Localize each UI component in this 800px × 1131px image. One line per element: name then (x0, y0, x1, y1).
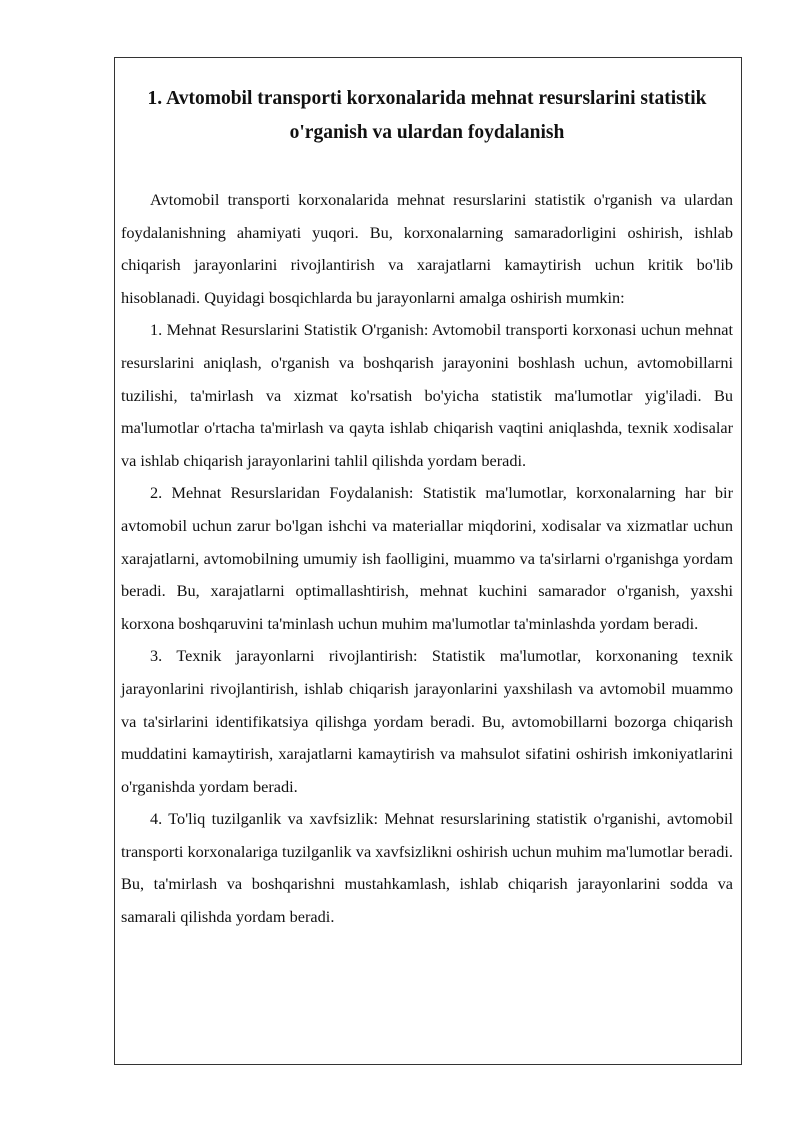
heading-number: 1. (147, 88, 163, 109)
paragraph-item-3: 3. Texnik jarayonlarni rivojlantirish: Statistik ma'lumotlar, korxonaning texnik jarayonlarini rivojlantirish, ishlab chiqarish jarayonlarini yaxshilash va avtomobil muammo va ta'sirlarini identifikatsiya qilishga yordam beradi. Bu, avtomobillarni bozorga chiqarish muddatini kamaytirish, xarajatlarni kamaytirish va mahsulot sifatini oshirish imkoniyatlarini o'rganishda yordam beradi. (121, 646, 733, 796)
paragraph-item-2: 2. Mehnat Resurslaridan Foydalanish: Statistik ma'lumotlar, korxonalarning har bir avtomobil uchun zarur bo'lgan ishchi va materiallar miqdorini, xodisalar va xizmatlar uchun xarajatlarni, avtomobilning umumiy ish faolligini, muammo va ta'sirlarni o'rganishga yordam beradi. Bu, xarajatlarni optimallashtirish, mehnat kuchini samarador o'rganish, yaxshi korxona boshqaruvini ta'minlash uchun muhim ma'lumotlar ta'minlashda yordam beradi. (121, 483, 733, 633)
heading-title: Avtomobil transporti korxonalarida mehnat resurslarini statistik o'rganish va ulardan foydalanish (166, 88, 707, 143)
intro-paragraph: Avtomobil transporti korxonalarida mehnat resurslarini statistik o'rganish va ulardan foydalanishning ahamiyati yuqori. Bu, korxonalarning samaradorligini oshirish, ishlab chiqarish jarayonlarini rivojlantirish va xarajatlarni kamaytirish uchun kritik bo'lib hisoblanadi. Quyidagi bosqichlarda bu jarayonlarni amalga oshirish mumkin: (121, 190, 733, 307)
paragraph-item-1: 1. Mehnat Resurslarini Statistik O'rganish: Avtomobil transporti korxonasi uchun mehnat resurslarini aniqlash, o'rganish va boshqarish jarayonini boshlash uchun, avtomobillarni tuzilishi, ta'mirlash va xizmat ko'rsatish bo'yicha statistik ma'lumotlar yig'iladi. Bu ma'lumotlar o'rtacha ta'mirlash va qayta ishlab chiqarish vaqtini aniqlashda, texnik xodisalar va ishlab chiqarish jarayonlarini tahlil qilishda yordam beradi. (121, 320, 733, 470)
paragraph-item-4: 4. To'liq tuzilganlik va xavfsizlik: Mehnat resurslarining statistik o'rganishi, avtomobil transporti korxonalariga tuzilganlik va xavfsizlikni oshirish uchun muhim ma'lumotlar beradi. Bu, ta'mirlash va boshqarishni mustahkamlash, ishlab chiqarish jarayonlarini sodda va samarali qilishda yordam beradi. (121, 809, 733, 927)
body-text (121, 184, 733, 934)
section-heading (121, 82, 733, 150)
